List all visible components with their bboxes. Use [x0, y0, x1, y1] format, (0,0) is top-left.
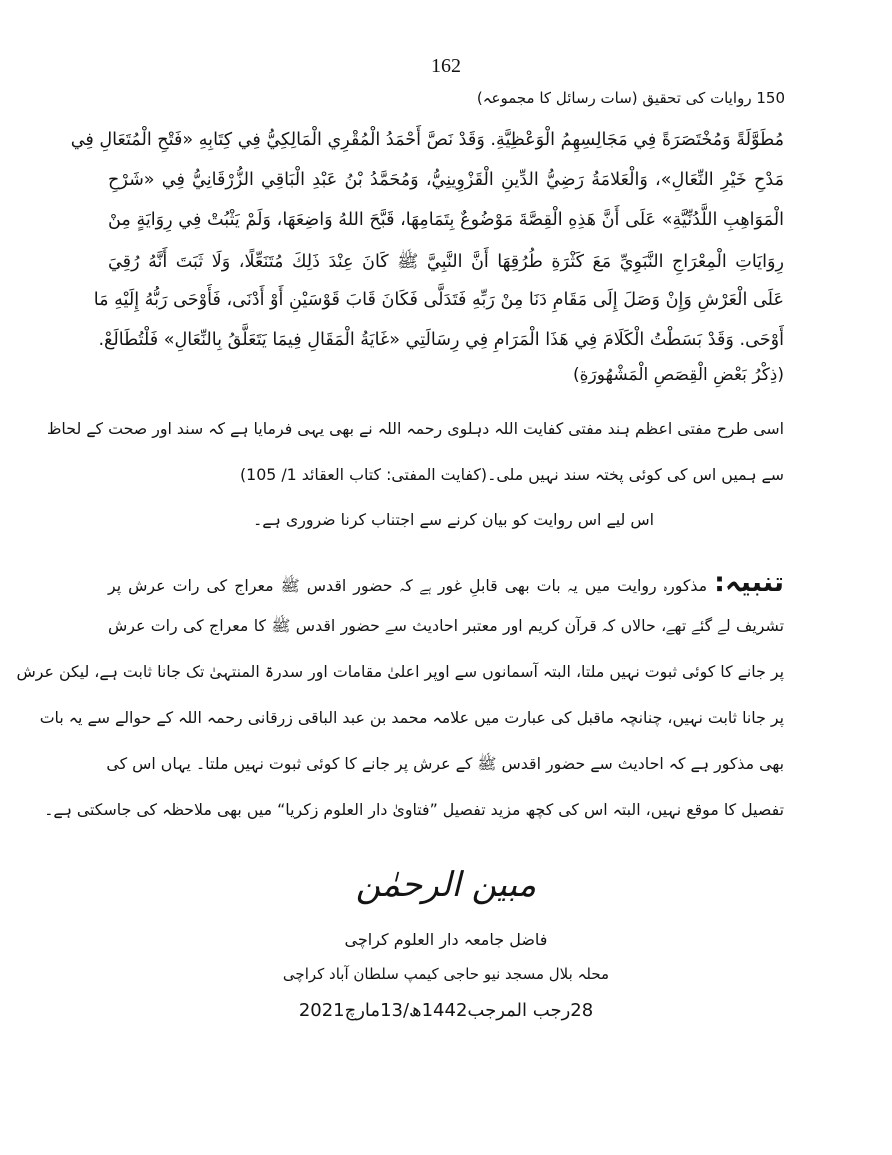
arabic-line: رِوَايَاتِ الْمِعْرَاجِ النَّبَوِيِّ مَعَ كَثْرَةِ طُرُقِهَا أَنَّ النَّبِيَّ ﷺ كَانَ عِنْدَ ذَلِكَ مُتَنَعِّلًا، وَلَا ثَبَتَ أَنَّهُ رُقِيَ [108, 252, 784, 272]
urdu-line: اسی طرح مفتی اعظم ہند مفتی کفایت اللہ دہلوی رحمہ اللہ نے بھی یہی فرمایا ہے کہ سند اور صحت کے لحاظ [46, 419, 784, 438]
urdu-line: سے ہمیں اس کی کوئی پختہ سند نہیں ملی۔(کفایت المفتی: کتاب العقائد 1/ 105) [239, 465, 784, 484]
signature-address: محلہ بلال مسجد نیو حاجی کیمپ سلطان آباد کراچی [282, 965, 610, 983]
tanbih-line: تشریف لے گئے تھے، حالاں کہ قرآن کریم اور معتبر احادیث سے حضور اقدس ﷺ کا معراج کی رات عرش [108, 616, 784, 635]
tanbih-label: تنبیہ: [714, 567, 784, 598]
arabic-line: مُطَوَّلَةً وَمُخْتَصَرَةً فِي مَجَالِسِهِمُ الْوَعْظِيَّةِ. وَقَدْ نَصَّ أَحْمَدُ الْمُقْرِي الْمَالِكِيُّ فِي كِتَابِهِ «فَتْحِ الْمُتَعَالِ فِي [70, 130, 784, 150]
arabic-line: عَلَى الْعَرْشِ وَإِنْ وَصَلَ إِلَى مَقَامِ دَنَا مِنْ رَبِّهِ فَتَدَلَّى فَكَانَ قَابَ قَوْسَيْنِ أَوْ أَدْنَى، فَأَوْحَى رَبُّهُ إِلَيْهِ مَا [93, 290, 784, 310]
arabic-line: أَوْحَى. وَقَدْ بَسَطْتُ الْكَلَامَ فِي هَذَا الْمَرَامِ فِي رِسَالَتِي «غَايَةُ الْمَقَالِ فِيمَا يَتَعَلَّقُ بِالنِّعَالِ» فَلْتُطَالَعْ. [98, 330, 784, 350]
signature-name: مبین الرحمٰن [355, 865, 537, 905]
tanbih-first-line-text: مذکورہ روایت میں یہ بات بھی قابلِ غور ہے کہ حضور اقدس ﷺ معراج کی رات عرش پر [108, 576, 708, 595]
tanbih-line: پر جانا ثابت نہیں، چنانچہ ماقبل کی عبارت میں علامہ محمد بن عبد الباقی زرقانی رحمہ اللہ کے حوالے سے یہ بات [39, 708, 784, 727]
arabic-line: الْمَوَاهِبِ اللَّدُنِّيَّةِ» عَلَى أَنَّ هَذِهِ الْقِصَّةَ مَوْضُوعٌ بِتَمَامِهَا، قَبَّحَ اللهُ وَاضِعَهَا، وَلَمْ يَثْبُتْ فِي رِوَايَةٍ مِنْ [108, 210, 784, 230]
source-heading: (ذِكْرُ بَعْضِ الْقِصَصِ الْمَشْهُورَةِ) [573, 365, 784, 385]
urdu-line: اس لیے اس روایت کو بیان کرنے سے اجتناب کرنا ضروری ہے۔ [253, 510, 654, 529]
signature-date: 28رجب المرجب1442ھ/13مارچ2021 [298, 1000, 594, 1021]
tanbih-line: بھی مذکور ہے کہ احادیث سے حضور اقدس ﷺ کے عرش پر جانے کا کوئی ثبوت نہیں ملتا۔ یہاں اس کی [106, 754, 784, 773]
tanbih-first-line [108, 567, 784, 599]
running-header: 150 روایات کی تحقیق (سات رسائل کا مجموعہ) [476, 89, 785, 107]
page-number: 162 [431, 55, 461, 77]
tanbih-line: پر جانے کا کوئی ثبوت نہیں ملتا، البتہ آسمانوں سے اوپر اعلیٰ مقامات اور سدرۃ المنتہیٰ تک جانا ثابت ہے، لیکن عرش [16, 662, 784, 681]
arabic-line: مَدْحِ خَيْرِ النِّعَالِ»، وَالْعَلامَةُ رَضِيُّ الدِّينِ الْقَزْوِينِيُّ، وَمُحَمَّدُ بْنُ عَبْدِ الْبَاقِي الزُّرْقَانِيُّ فِي «شَرْحِ [108, 170, 784, 190]
tanbih-line: تفصیل کا موقع نہیں، البتہ اس کی کچھ مزید تفصیل ”فتاویٰ دار العلوم زکریا“ میں بھی ملاحظہ کی جاسکتی ہے۔ [44, 800, 784, 819]
signature-affiliation: فاضل جامعہ دار العلوم کراچی [344, 930, 548, 949]
